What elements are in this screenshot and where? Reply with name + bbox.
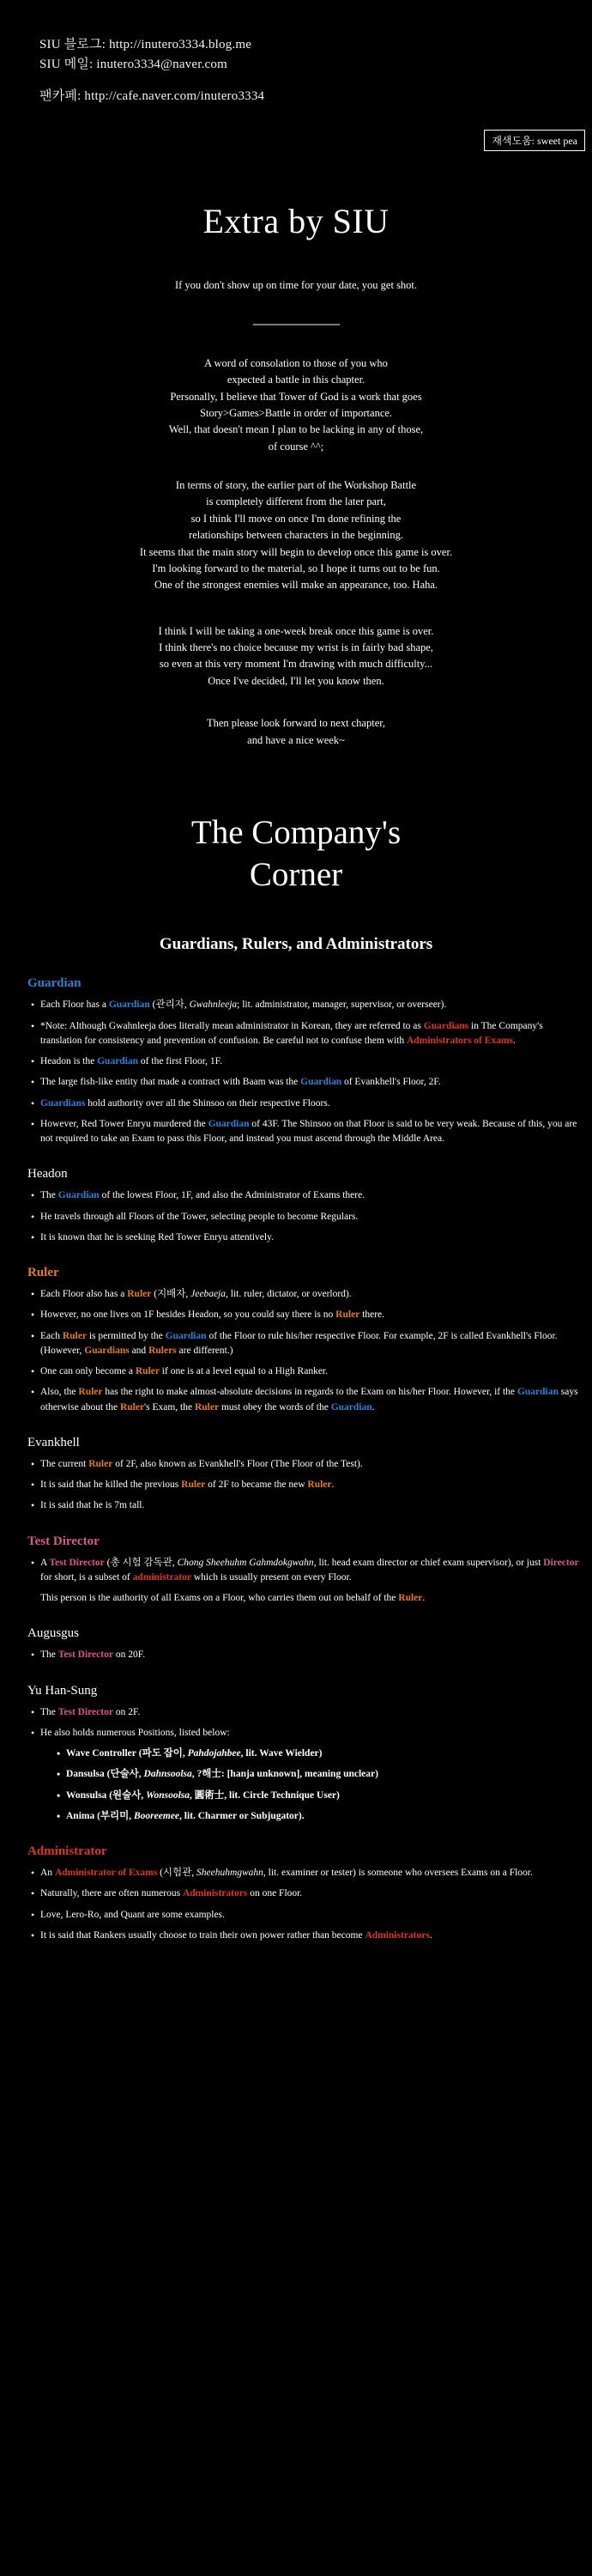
extra-line: I'm looking forward to the material, so I hope it turns out to be fun.	[152, 562, 440, 574]
list-item: • It is said that Rankers usually choose to train their own power rather than become Administrators.	[31, 1929, 580, 1943]
list-item: • It is said that he killed the previous Ruler of 2F to became the new Ruler.	[31, 1478, 580, 1492]
corner-title-line1: The Company's	[190, 813, 402, 851]
group-list	[12, 1556, 580, 1586]
group-heading-yu-han-sung: Yu Han-Sung	[27, 1683, 98, 1698]
sub-list-item: • Dansulsa (단술사, Dahnsoolsa, ?해士: [hanja unknown], meaning unclear)	[57, 1767, 580, 1782]
note-paragraph: This person is the authority of all Exams on a Floor, who carries them out on behalf of the Ruler.	[40, 1593, 426, 1604]
corner-title-line2: Corner	[249, 855, 343, 893]
extra-block-3	[0, 623, 592, 690]
extra-line: so even at this very moment I'm drawing with much difficulty...	[159, 658, 433, 671]
group-list	[12, 1866, 580, 1943]
group-heading-guardian: Guardian	[27, 976, 82, 991]
sub-list-item: • Wonsulsa (원술사, Wonsoolsa, 圓術士, lit. Circle Technique User)	[57, 1789, 580, 1803]
corner-title	[0, 812, 592, 896]
list-item: • The large fish-like entity that made a contract with Baam was the Guardian of Evankhell's Floor, 2F.	[31, 1075, 580, 1090]
list-item: • Guardians hold authority over all the Shinsoo on their respective Floors.	[31, 1097, 580, 1111]
extra-block-2	[0, 477, 592, 594]
list-item: • Naturally, there are often numerous Administrators on one Floor.	[31, 1886, 580, 1901]
group-list	[12, 1188, 580, 1245]
list-item: • The Guardian of the lowest Floor, 1F, and also the Administrator of Exams there.	[31, 1188, 580, 1203]
mail-line: SIU 메일: inutero3334@naver.com	[39, 58, 227, 71]
credit-box-wrap	[0, 106, 592, 151]
groups-container	[0, 976, 592, 1984]
extra-line: Once I've decided, I'll let you know then.	[208, 674, 384, 687]
list-item: • He travels through all Floors of the Tower, selecting people to become Regulars.	[31, 1210, 580, 1224]
extra-line: Well, that doesn't mean I plan to be lacking in any of those,	[168, 423, 424, 436]
blog-url-line: SIU 블로그: http://inutero3334.blog.me	[39, 38, 252, 52]
page-title: Extra by SIU	[202, 202, 390, 240]
list-item: • He also holds numerous Positions, listed below:	[31, 1726, 580, 1741]
list-item: • *Note: Although Gwahnleeja does literally mean administrator in Korean, they are referred to as Guardians in The Company's translation for consistency and prevention of confusion. Be careful not to confuse them with Administrators of Exams.	[31, 1019, 580, 1049]
extra-line: I think there's no choice because my wrist is in fairly bad shape,	[159, 641, 433, 653]
extra-line: A word of consolation to those of you who	[204, 356, 388, 369]
sub-list-item: • Anima (부리미, Booreemee, lit. Charmer or Subjugator).	[57, 1809, 580, 1824]
list-item: • The Test Director on 2F.	[31, 1705, 580, 1720]
extra-line: so I think I'll move on once I'm done refining the	[190, 512, 402, 525]
extra-line: Personally, I believe that Tower of God is a work that goes	[170, 390, 422, 403]
extra-line: I think I will be taking a one-week break once this game is over.	[158, 624, 434, 637]
section-heading: Guardians, Rulers, and Administrators	[159, 935, 433, 954]
divider-dashes: --------------------------------	[252, 318, 340, 331]
color-credit-box: 재색도움: sweet pea	[484, 130, 585, 151]
extra-line: relationships between characters in the beginning.	[189, 529, 403, 542]
group-heading-augusgus: Augusgus	[27, 1626, 80, 1641]
header-block	[0, 0, 592, 104]
list-item: • Each Ruler is permitted by the Guardian of the Floor to rule his/her respective Floor. For example, 2F is called Evankhell's Floor. (However, Guardians and Rulers are different.)	[31, 1329, 580, 1359]
extra-line: Story>Games>Battle in order of importance.	[199, 406, 393, 419]
extra-line: is completely different from the later part,	[206, 495, 386, 508]
extra-line: In terms of story, the earlier part of the Workshop Battle	[175, 479, 417, 491]
extra-line: of course ^^;	[268, 440, 324, 453]
extra-line: Then please look forward to next chapter,	[206, 717, 386, 730]
group-heading-evankhell: Evankhell	[27, 1435, 80, 1449]
extra-line: and have a nice week~	[247, 733, 345, 746]
group-heading-administrator: Administrator	[27, 1844, 107, 1859]
extra-block-1	[0, 355, 592, 455]
extra-line: One of the strongest enemies will make an appearance, too. Haha.	[154, 579, 438, 592]
list-item: • Each Floor has a Guardian (관리자, Gwahnleeja; lit. administrator, manager, supervisor, or overseer).	[31, 998, 580, 1012]
list-item: • However, Red Tower Enryu murdered the Guardian of 43F. The Shinsoo on that Floor is said to be very weak. Because of this, you are not required to take an Exam to pass this Floor, and instead you must ascend through the Middle Area.	[31, 1117, 580, 1147]
group-list	[12, 998, 580, 1146]
cafe-url-line: 팬카페: http://cafe.naver.com/inutero3334	[39, 89, 265, 103]
list-item: • Love, Lero-Ro, and Quant are some examples.	[31, 1908, 580, 1923]
list-item: • A Test Director (총 시험 감독관, Chong Sheehuhm Gahmdokgwahn, lit. head exam director or chief exam supervisor), or just Director for short, is a subset of administrator which is usually present on every Floor.	[31, 1556, 580, 1586]
list-item: • One can only become a Ruler if one is at a level equal to a High Ranker.	[31, 1364, 580, 1379]
extra-block-4	[0, 715, 592, 749]
list-item: • However, no one lives on 1F besides Headon, so you could say there is no Ruler there.	[31, 1308, 580, 1322]
group-heading-headon: Headon	[27, 1167, 68, 1182]
list-item: • The current Ruler of 2F, also known as Evankhell's Floor (The Floor of the Test).	[31, 1457, 580, 1472]
group-list	[12, 1648, 580, 1662]
group-sublist	[34, 1747, 580, 1824]
list-item: • The Test Director on 20F.	[31, 1648, 580, 1662]
list-item: • It is known that he is seeking Red Tower Enryu attentively.	[31, 1230, 580, 1245]
extra-line: expected a battle in this chapter.	[227, 374, 365, 386]
group-heading-ruler: Ruler	[27, 1266, 59, 1280]
sub-list-item: • Wave Controller (파도 잡이, Pahdojahbee, lit. Wave Wielder)	[57, 1747, 580, 1761]
group-list	[12, 1287, 580, 1415]
extra-intro-line: If you don't show up on time for your date, you get shot.	[174, 279, 418, 291]
extra-line: It seems that the main story will begin to develop once this game is over.	[139, 545, 453, 558]
list-item: • Headon is the Guardian of the first Floor, 1F.	[31, 1054, 580, 1069]
header-spacer	[0, 74, 592, 86]
group-heading-test-director: Test Director	[27, 1534, 100, 1548]
group-list	[12, 1457, 580, 1514]
list-item: • Also, the Ruler has the right to make almost-absolute decisions in regards to the Exam on his/her Floor. However, if the Guardian says otherwise about the Ruler's Exam, the Ruler must obey the words of the Guardian.	[31, 1385, 580, 1415]
group-list	[12, 1705, 580, 1741]
list-item: • Each Floor also has a Ruler (지배자, Jeebaeja, lit. ruler, dictator, or overlord).	[31, 1287, 580, 1302]
list-item: • An Administrator of Exams (시험관, Sheehuhmgwahn, lit. examiner or tester) is someone who oversees Exams on a Floor.	[31, 1866, 580, 1880]
list-item: • It is said that he is 7m tall.	[31, 1498, 580, 1513]
